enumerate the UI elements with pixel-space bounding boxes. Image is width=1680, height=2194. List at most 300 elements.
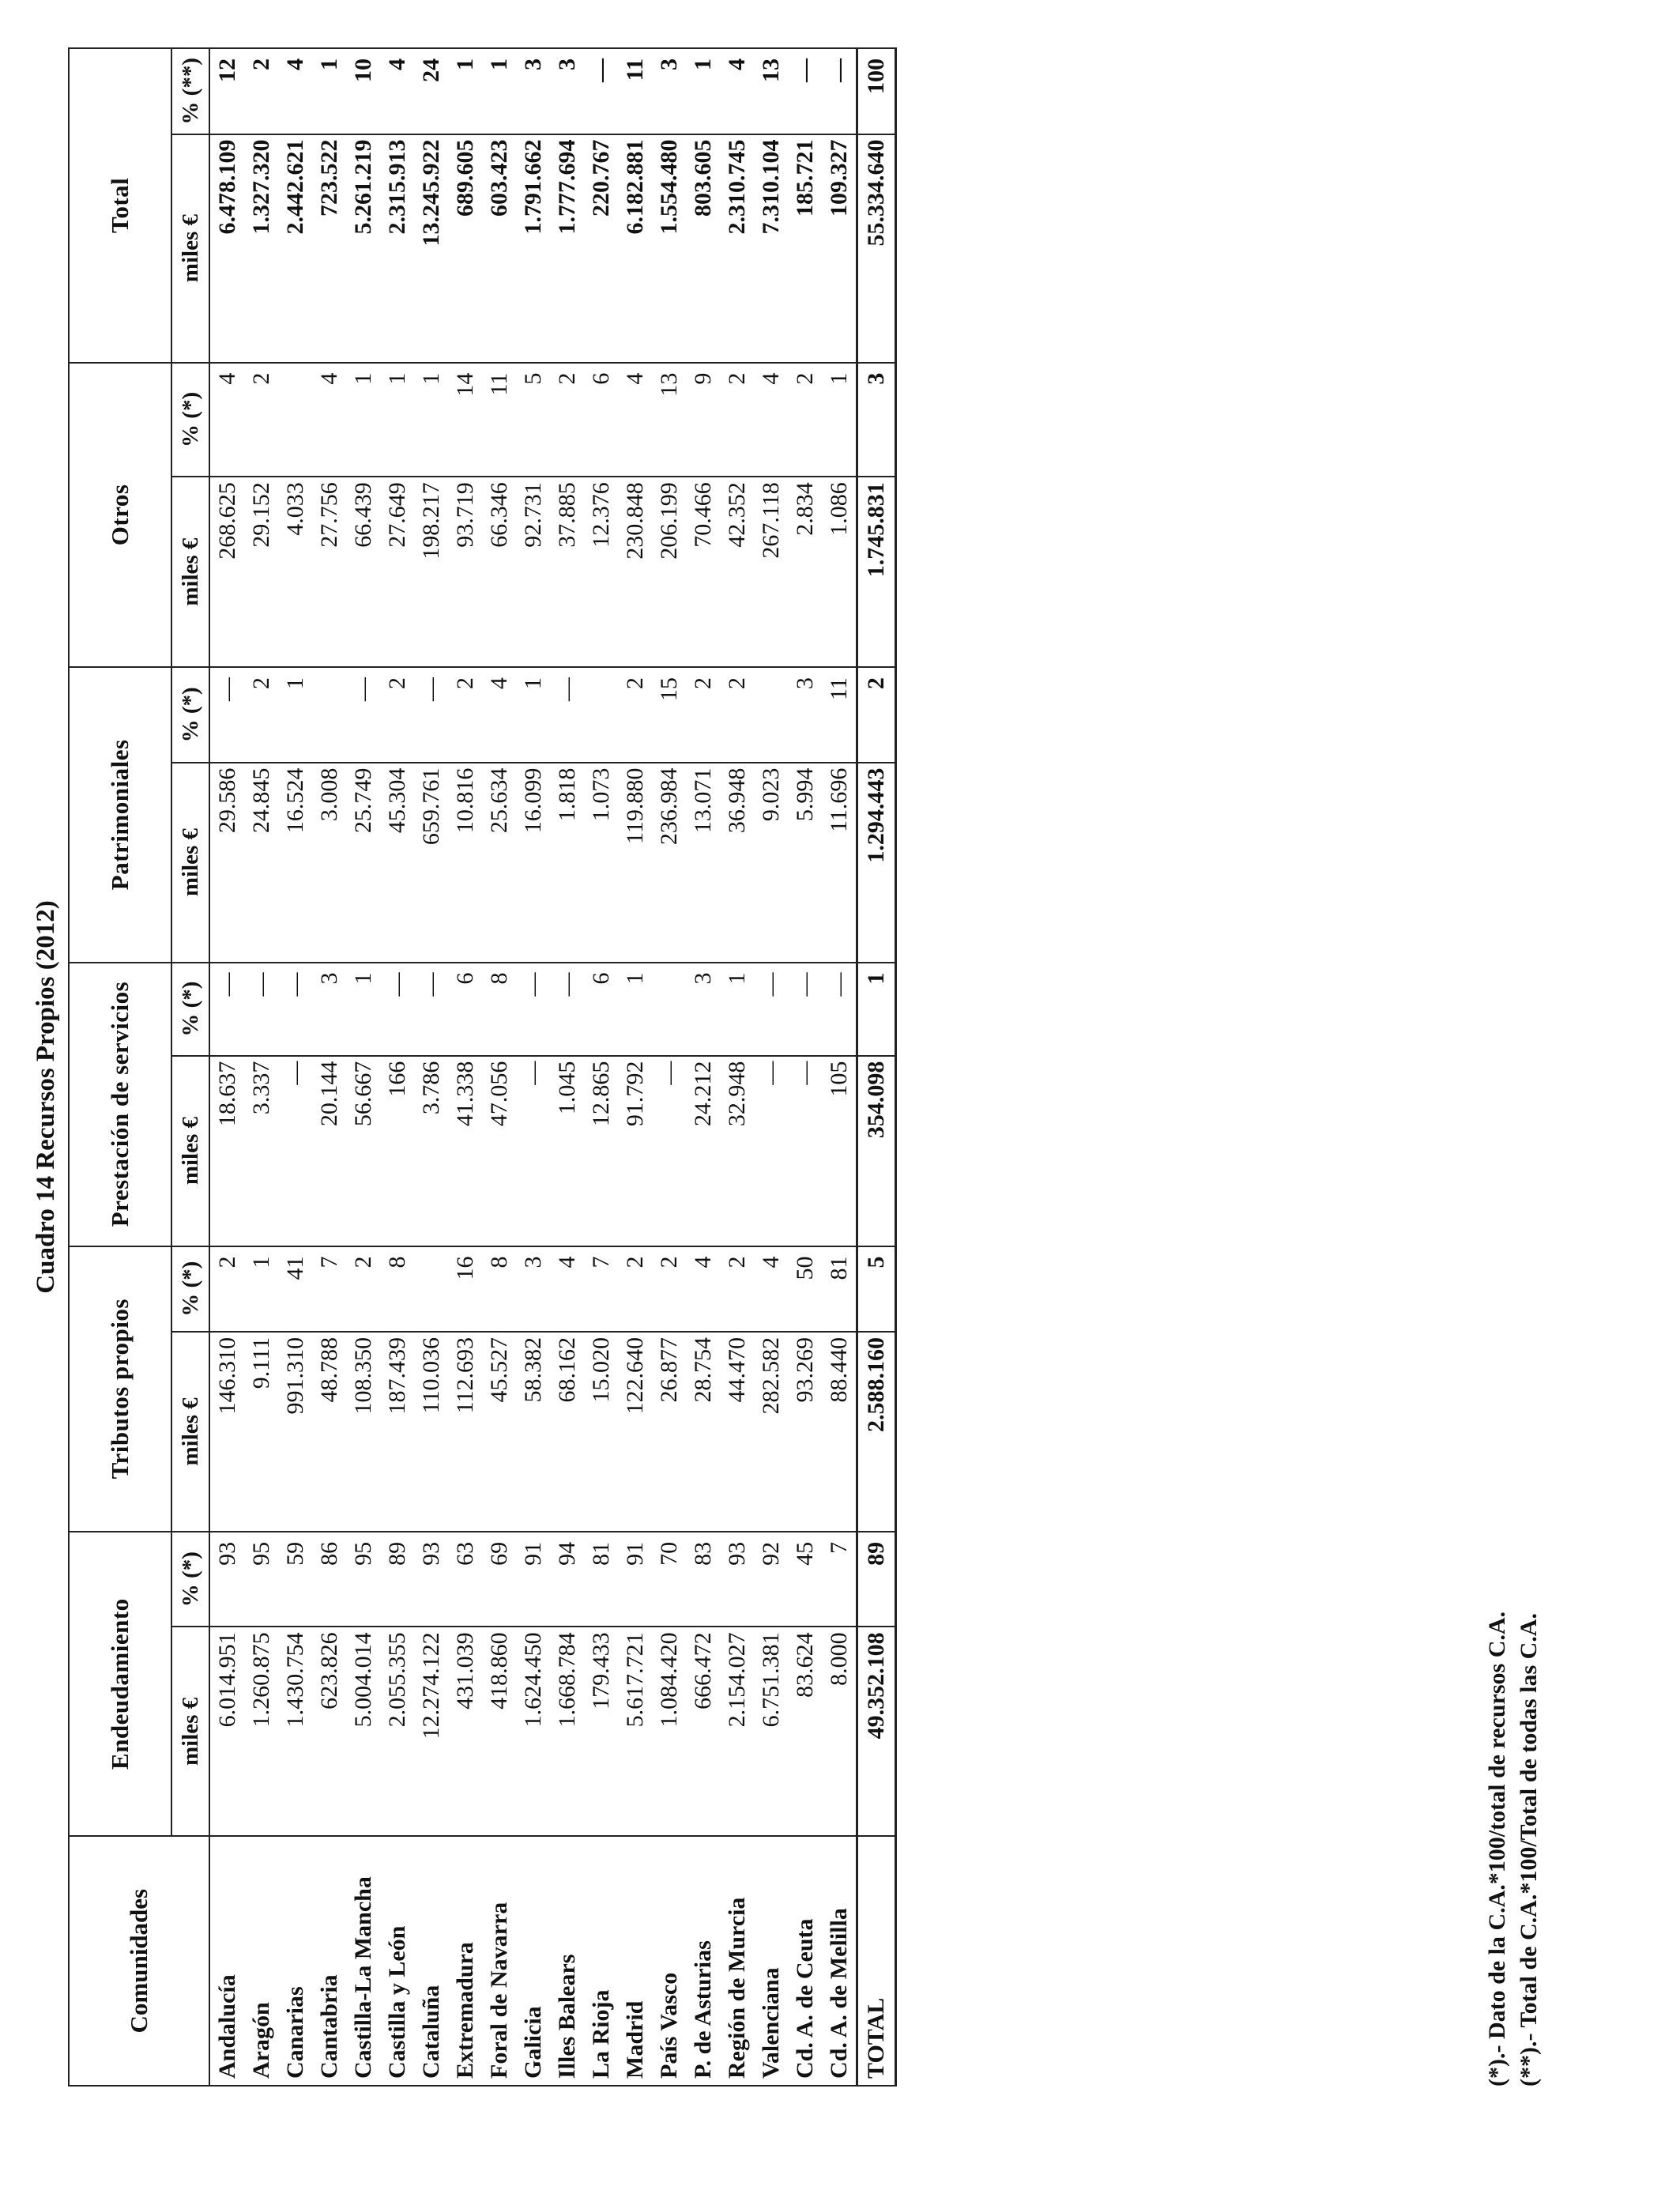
community-name-cell: Aragón [244, 1836, 278, 2086]
value-cell-tri-pct: 5 [857, 1246, 896, 1332]
value-cell-pat-pct: — [346, 667, 380, 762]
table-row [584, 48, 618, 2086]
value-cell-tri: 88.440 [822, 1332, 857, 1532]
value-cell-pre-pct: 1 [346, 963, 380, 1056]
value-cell-tri: 991.310 [278, 1332, 312, 1532]
value-cell-tot: 2.310.745 [720, 134, 754, 363]
community-name-cell: Foral de Navarra [482, 1836, 516, 2086]
footnote-1: (*).- Dato de la C.A.*100/total de recursos C.A. [1484, 1611, 1510, 2087]
value-cell-pat-pct: 4 [482, 667, 516, 762]
value-cell-tot: 13.245.922 [414, 134, 448, 363]
value-cell-otr-pct: 4 [618, 363, 652, 477]
table-row [822, 48, 857, 2086]
table-row [652, 48, 686, 2086]
subheader-miles: miles € [171, 763, 209, 963]
value-cell-end: 666.472 [686, 1627, 720, 1836]
value-cell-tot-pct: 1 [482, 48, 516, 134]
subheader-pct: % (*) [171, 963, 209, 1056]
table-row [448, 48, 482, 2086]
header-prestacion: Prestación de servicios [69, 963, 171, 1246]
value-cell-pat: 5.994 [788, 763, 822, 963]
value-cell-otr: 1.086 [822, 477, 857, 667]
community-name-cell: Illes Balears [550, 1836, 584, 2086]
table-row [482, 48, 516, 2086]
value-cell-pre-pct: — [278, 963, 312, 1056]
value-cell-end-pct: 89 [380, 1532, 414, 1627]
value-cell-tot-pct: 4 [720, 48, 754, 134]
value-cell-otr-pct: 2 [788, 363, 822, 477]
community-name-cell: Extremadura [448, 1836, 482, 2086]
value-cell-otr-pct: 11 [482, 363, 516, 477]
value-cell-pat-pct: 2 [244, 667, 278, 762]
community-name-cell: Cantabria [312, 1836, 346, 2086]
table-row [618, 48, 652, 2086]
value-cell-pat: 36.948 [720, 763, 754, 963]
value-cell-tot: 109.327 [822, 134, 857, 363]
value-cell-otr: 27.649 [380, 477, 414, 667]
value-cell-tri: 110.036 [414, 1332, 448, 1532]
value-cell-tri: 15.020 [584, 1332, 618, 1532]
value-cell-pre-pct: — [244, 963, 278, 1056]
subheader-pct: % (*) [171, 1246, 209, 1332]
value-cell-tot: 220.767 [584, 134, 618, 363]
value-cell-tot: 803.605 [686, 134, 720, 363]
value-cell-pre-pct: — [380, 963, 414, 1056]
value-cell-pre-pct: 6 [448, 963, 482, 1056]
value-cell-otr: 66.439 [346, 477, 380, 667]
value-cell-pre-pct [652, 963, 686, 1056]
value-cell-tri-pct: 8 [380, 1246, 414, 1332]
value-cell-tot: 6.478.109 [209, 134, 244, 363]
value-cell-end-pct: 95 [346, 1532, 380, 1627]
value-cell-otr: 267.118 [754, 477, 788, 667]
value-cell-end-pct: 91 [618, 1532, 652, 1627]
value-cell-otr: 27.756 [312, 477, 346, 667]
value-cell-end-pct: 93 [414, 1532, 448, 1627]
value-cell-otr: 4.033 [278, 477, 312, 667]
value-cell-otr-pct: 1 [346, 363, 380, 477]
table-row [346, 48, 380, 2086]
value-cell-pre-pct: 3 [312, 963, 346, 1056]
value-cell-otr: 198.217 [414, 477, 448, 667]
value-cell-pre: 47.056 [482, 1056, 516, 1246]
value-cell-pat: 236.984 [652, 763, 686, 963]
value-cell-end-pct: 59 [278, 1532, 312, 1627]
value-cell-otr-pct: 4 [209, 363, 244, 477]
value-cell-end-pct: 45 [788, 1532, 822, 1627]
value-cell-pre: 18.637 [209, 1056, 244, 1246]
community-name-cell: Canarias [278, 1836, 312, 2086]
value-cell-end-pct: 83 [686, 1532, 720, 1627]
table-row [380, 48, 414, 2086]
value-cell-otr-pct: 14 [448, 363, 482, 477]
value-cell-otr-pct: 2 [550, 363, 584, 477]
value-cell-tot-pct: 12 [209, 48, 244, 134]
value-cell-tri: 44.470 [720, 1332, 754, 1532]
value-cell-end: 5.617.721 [618, 1627, 652, 1836]
value-cell-pat: 3.008 [312, 763, 346, 963]
value-cell-tot: 1.554.480 [652, 134, 686, 363]
header-otros: Otros [69, 363, 171, 667]
value-cell-pat: 16.099 [516, 763, 550, 963]
value-cell-tri-pct: 41 [278, 1246, 312, 1332]
header-patrimoniales: Patrimoniales [69, 667, 171, 962]
value-cell-end-pct: 86 [312, 1532, 346, 1627]
value-cell-end: 6.014.951 [209, 1627, 244, 1836]
value-cell-otr: 93.719 [448, 477, 482, 667]
header-comunidades: Comunidades [69, 1836, 209, 2086]
community-name-cell: La Rioja [584, 1836, 618, 2086]
value-cell-pre: 91.792 [618, 1056, 652, 1246]
value-cell-tot: 1.791.662 [516, 134, 550, 363]
value-cell-otr-pct: 3 [857, 363, 896, 477]
value-cell-pre-pct: — [754, 963, 788, 1056]
value-cell-otr: 42.352 [720, 477, 754, 667]
value-cell-pre: 12.865 [584, 1056, 618, 1246]
community-name-cell: Cd. A. de Melilla [822, 1836, 857, 2086]
value-cell-pre: 166 [380, 1056, 414, 1246]
value-cell-pat-pct [754, 667, 788, 762]
value-cell-pat-pct: — [414, 667, 448, 762]
value-cell-end: 2.055.355 [380, 1627, 414, 1836]
value-cell-end: 5.004.014 [346, 1627, 380, 1836]
value-cell-pre-pct: — [550, 963, 584, 1056]
subheader-miles: miles € [171, 134, 209, 363]
value-cell-tot-pct: 100 [857, 48, 896, 134]
value-cell-tot-pct: 3 [550, 48, 584, 134]
community-name-cell: País Vasco [652, 1836, 686, 2086]
value-cell-end-pct: 69 [482, 1532, 516, 1627]
value-cell-tri-pct: 1 [244, 1246, 278, 1332]
value-cell-end: 1.084.420 [652, 1627, 686, 1836]
community-name-cell: Cd. A. de Ceuta [788, 1836, 822, 2086]
table-row [686, 48, 720, 2086]
value-cell-otr: 29.152 [244, 477, 278, 667]
value-cell-tot-pct: 3 [516, 48, 550, 134]
value-cell-pre-pct: 6 [584, 963, 618, 1056]
value-cell-pat-pct: 1 [516, 667, 550, 762]
subheader-miles: miles € [171, 1332, 209, 1532]
recursos-propios-table [68, 47, 897, 2087]
value-cell-tot: 2.315.913 [380, 134, 414, 363]
community-name-cell: Región de Murcia [720, 1836, 754, 2086]
community-name-cell: TOTAL [857, 1836, 896, 2086]
value-cell-tri-pct: 2 [618, 1246, 652, 1332]
value-cell-end: 1.624.450 [516, 1627, 550, 1836]
value-cell-tri: 9.111 [244, 1332, 278, 1532]
value-cell-end-pct: 70 [652, 1532, 686, 1627]
value-cell-pre: 1.045 [550, 1056, 584, 1246]
value-cell-end-pct: 89 [857, 1532, 896, 1627]
value-cell-otr-pct: 6 [584, 363, 618, 477]
value-cell-tri: 122.640 [618, 1332, 652, 1532]
footnote-2: (**).- Total de C.A.*100/Total de todas las C.A. [1516, 1613, 1542, 2087]
value-cell-pat-pct [584, 667, 618, 762]
header-endeudamiento: Endeudamiento [69, 1532, 171, 1836]
table-row [754, 48, 788, 2086]
value-cell-tri-pct: 7 [312, 1246, 346, 1332]
table-row [414, 48, 448, 2086]
value-cell-end: 12.274.122 [414, 1627, 448, 1836]
value-cell-tri: 45.527 [482, 1332, 516, 1532]
value-cell-tot: 723.522 [312, 134, 346, 363]
value-cell-tot-pct: 4 [278, 48, 312, 134]
value-cell-otr-pct: 4 [312, 363, 346, 477]
value-cell-end: 1.260.875 [244, 1627, 278, 1836]
table-container [68, 47, 897, 2087]
value-cell-otr-pct [278, 363, 312, 477]
value-cell-end: 83.624 [788, 1627, 822, 1836]
subheader-pct: % (*) [171, 363, 209, 477]
value-cell-pat-pct: 2 [686, 667, 720, 762]
value-cell-pat-pct: 2 [720, 667, 754, 762]
community-name-cell: Valenciana [754, 1836, 788, 2086]
value-cell-tri-pct: 2 [720, 1246, 754, 1332]
value-cell-pat-pct: 3 [788, 667, 822, 762]
value-cell-pat-pct: 2 [618, 667, 652, 762]
value-cell-tri: 187.439 [380, 1332, 414, 1532]
value-cell-tri: 48.788 [312, 1332, 346, 1532]
value-cell-pre-pct: 1 [618, 963, 652, 1056]
value-cell-otr: 206.199 [652, 477, 686, 667]
value-cell-tot: 55.334.640 [857, 134, 896, 363]
value-cell-pre: 20.144 [312, 1056, 346, 1246]
community-name-cell: Castilla y León [380, 1836, 414, 2086]
value-cell-otr-pct: 1 [380, 363, 414, 477]
value-cell-end-pct: 7 [822, 1532, 857, 1627]
subheader-pct: % (*) [171, 667, 209, 762]
value-cell-pre-pct: — [516, 963, 550, 1056]
value-cell-pre: 32.948 [720, 1056, 754, 1246]
value-cell-end: 418.860 [482, 1627, 516, 1836]
value-cell-tot-pct: 3 [652, 48, 686, 134]
footnotes [1482, 1612, 1545, 2087]
value-cell-tot-pct: 11 [618, 48, 652, 134]
value-cell-tri-pct: 81 [822, 1246, 857, 1332]
value-cell-tri-pct: 16 [448, 1246, 482, 1332]
value-cell-tot: 603.423 [482, 134, 516, 363]
table-title: Cuadro 14 Recursos Propios (2012) [32, 900, 60, 1294]
value-cell-pre: 354.098 [857, 1056, 896, 1246]
value-cell-pre: 3.337 [244, 1056, 278, 1246]
value-cell-tot-pct: 24 [414, 48, 448, 134]
value-cell-otr-pct: 1 [822, 363, 857, 477]
value-cell-end: 623.826 [312, 1627, 346, 1836]
value-cell-tri-pct: 50 [788, 1246, 822, 1332]
value-cell-tot: 5.261.219 [346, 134, 380, 363]
value-cell-otr: 37.885 [550, 477, 584, 667]
value-cell-end-pct: 94 [550, 1532, 584, 1627]
value-cell-tri: 93.269 [788, 1332, 822, 1532]
value-cell-pat-pct: 15 [652, 667, 686, 762]
value-cell-tri: 68.162 [550, 1332, 584, 1532]
value-cell-otr-pct: 9 [686, 363, 720, 477]
value-cell-tri: 112.693 [448, 1332, 482, 1532]
value-cell-tot-pct: 10 [346, 48, 380, 134]
value-cell-end: 8.000 [822, 1627, 857, 1836]
value-cell-pre-pct: 3 [686, 963, 720, 1056]
value-cell-pre-pct: 1 [857, 963, 896, 1056]
value-cell-pat: 25.749 [346, 763, 380, 963]
value-cell-tot-pct: — [788, 48, 822, 134]
value-cell-pre-pct: 8 [482, 963, 516, 1056]
subheader-miles: miles € [171, 1056, 209, 1246]
value-cell-pat: 1.073 [584, 763, 618, 963]
value-cell-tri-pct: 2 [652, 1246, 686, 1332]
community-name-cell: Castilla-La Mancha [346, 1836, 380, 2086]
total-row [857, 48, 896, 2086]
table-body [209, 48, 896, 2086]
subheader-pct: % (*) [171, 1532, 209, 1627]
value-cell-end-pct: 91 [516, 1532, 550, 1627]
value-cell-tot: 1.777.694 [550, 134, 584, 363]
value-cell-tot-pct: 2 [244, 48, 278, 134]
value-cell-pat: 659.761 [414, 763, 448, 963]
value-cell-pat: 1.818 [550, 763, 584, 963]
value-cell-otr: 268.625 [209, 477, 244, 667]
value-cell-tri-pct: 7 [584, 1246, 618, 1332]
value-cell-otr: 1.745.831 [857, 477, 896, 667]
community-name-cell: Galicia [516, 1836, 550, 2086]
value-cell-tot-pct: 13 [754, 48, 788, 134]
value-cell-end: 431.039 [448, 1627, 482, 1836]
value-cell-end: 179.433 [584, 1627, 618, 1836]
value-cell-pat: 24.845 [244, 763, 278, 963]
table-row [312, 48, 346, 2086]
value-cell-end-pct: 63 [448, 1532, 482, 1627]
value-cell-pat-pct: — [209, 667, 244, 762]
community-name-cell: Andalucía [209, 1836, 244, 2086]
value-cell-tot-pct: 4 [380, 48, 414, 134]
value-cell-pat: 29.586 [209, 763, 244, 963]
value-cell-otr-pct: 1 [414, 363, 448, 477]
value-cell-otr: 70.466 [686, 477, 720, 667]
value-cell-tot-pct: — [822, 48, 857, 134]
value-cell-pre-pct: — [209, 963, 244, 1056]
value-cell-end-pct: 93 [720, 1532, 754, 1627]
value-cell-pat-pct: 2 [380, 667, 414, 762]
value-cell-tri-pct [414, 1246, 448, 1332]
value-cell-tot: 7.310.104 [754, 134, 788, 363]
subheader-miles: miles € [171, 1627, 209, 1836]
value-cell-tot-pct: — [584, 48, 618, 134]
value-cell-otr-pct: 13 [652, 363, 686, 477]
value-cell-pat: 45.304 [380, 763, 414, 963]
value-cell-otr: 66.346 [482, 477, 516, 667]
value-cell-pat-pct [312, 667, 346, 762]
value-cell-pre-pct: — [822, 963, 857, 1056]
value-cell-pat-pct: 11 [822, 667, 857, 762]
value-cell-tot: 185.721 [788, 134, 822, 363]
value-cell-end: 2.154.027 [720, 1627, 754, 1836]
value-cell-end: 6.751.381 [754, 1627, 788, 1836]
value-cell-pre: — [754, 1056, 788, 1246]
value-cell-tri-pct: 8 [482, 1246, 516, 1332]
value-cell-pat: 13.071 [686, 763, 720, 963]
header-total: Total [69, 48, 171, 363]
value-cell-otr: 12.376 [584, 477, 618, 667]
value-cell-tot-pct: 1 [312, 48, 346, 134]
community-name-cell: Madrid [618, 1836, 652, 2086]
value-cell-tot: 689.605 [448, 134, 482, 363]
value-cell-pre: 56.667 [346, 1056, 380, 1246]
value-cell-pre: 105 [822, 1056, 857, 1246]
value-cell-end-pct: 92 [754, 1532, 788, 1627]
value-cell-otr: 2.834 [788, 477, 822, 667]
value-cell-otr-pct: 2 [720, 363, 754, 477]
value-cell-tot: 6.182.881 [618, 134, 652, 363]
value-cell-otr-pct: 2 [244, 363, 278, 477]
value-cell-pat-pct: — [550, 667, 584, 762]
value-cell-end-pct: 95 [244, 1532, 278, 1627]
value-cell-tri: 146.310 [209, 1332, 244, 1532]
value-cell-end: 49.352.108 [857, 1627, 896, 1836]
table-row [550, 48, 584, 2086]
value-cell-otr: 230.848 [618, 477, 652, 667]
value-cell-tri-pct: 2 [346, 1246, 380, 1332]
value-cell-tri-pct: 2 [209, 1246, 244, 1332]
value-cell-tri-pct: 4 [686, 1246, 720, 1332]
value-cell-tot: 2.442.621 [278, 134, 312, 363]
value-cell-pat-pct: 2 [857, 667, 896, 762]
value-cell-pat: 10.816 [448, 763, 482, 963]
table-row [720, 48, 754, 2086]
value-cell-end-pct: 93 [209, 1532, 244, 1627]
value-cell-tri-pct: 4 [550, 1246, 584, 1332]
value-cell-tot-pct: 1 [448, 48, 482, 134]
value-cell-tri-pct: 4 [754, 1246, 788, 1332]
value-cell-pre: — [516, 1056, 550, 1246]
value-cell-pre: — [788, 1056, 822, 1246]
value-cell-tot-pct: 1 [686, 48, 720, 134]
value-cell-tri: 28.754 [686, 1332, 720, 1532]
value-cell-pat: 16.524 [278, 763, 312, 963]
value-cell-pre: — [278, 1056, 312, 1246]
value-cell-otr-pct: 5 [516, 363, 550, 477]
value-cell-pat: 9.023 [754, 763, 788, 963]
value-cell-tri: 26.877 [652, 1332, 686, 1532]
table-row [278, 48, 312, 2086]
value-cell-pat: 1.294.443 [857, 763, 896, 963]
table-row [516, 48, 550, 2086]
value-cell-tri: 282.582 [754, 1332, 788, 1532]
value-cell-pre-pct: — [414, 963, 448, 1056]
value-cell-pat: 11.696 [822, 763, 857, 963]
table-row [209, 48, 244, 2086]
value-cell-end: 1.430.754 [278, 1627, 312, 1836]
value-cell-pre: 41.338 [448, 1056, 482, 1246]
value-cell-pat-pct: 2 [448, 667, 482, 762]
value-cell-tri: 2.588.160 [857, 1332, 896, 1532]
value-cell-tot: 1.327.320 [244, 134, 278, 363]
header-tributos: Tributos propios [69, 1246, 171, 1532]
value-cell-otr: 92.731 [516, 477, 550, 667]
value-cell-tri: 58.382 [516, 1332, 550, 1532]
value-cell-tri-pct: 3 [516, 1246, 550, 1332]
subheader-miles: miles € [171, 477, 209, 667]
value-cell-otr-pct: 4 [754, 363, 788, 477]
value-cell-pat: 119.880 [618, 763, 652, 963]
value-cell-tri: 108.350 [346, 1332, 380, 1532]
table-row [788, 48, 822, 2086]
value-cell-pre: — [652, 1056, 686, 1246]
community-name-cell: P. de Asturias [686, 1836, 720, 2086]
value-cell-pre-pct: — [788, 963, 822, 1056]
value-cell-pat-pct: 1 [278, 667, 312, 762]
value-cell-pre: 3.786 [414, 1056, 448, 1246]
community-name-cell: Cataluña [414, 1836, 448, 2086]
value-cell-pre: 24.212 [686, 1056, 720, 1246]
